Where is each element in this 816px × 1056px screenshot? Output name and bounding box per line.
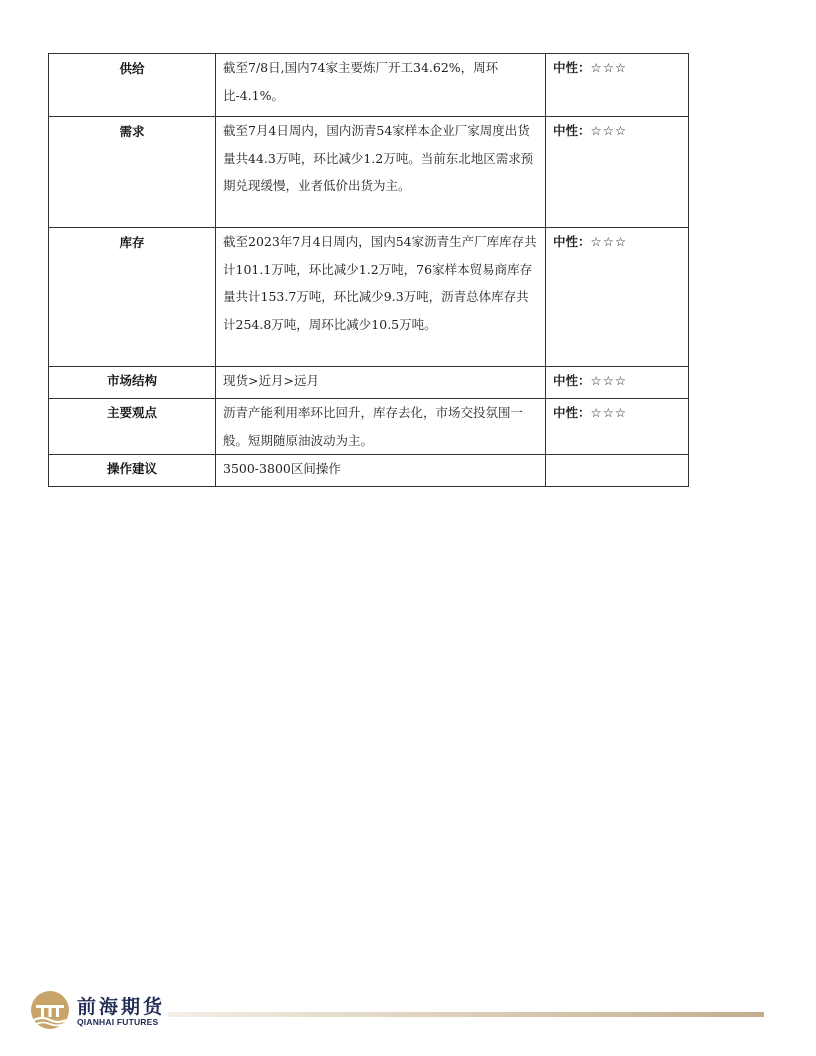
row-rating	[546, 455, 689, 487]
star-rating-icon: ☆☆☆	[590, 60, 628, 75]
brand-name-cn: 前海期货	[77, 996, 166, 1018]
star-rating-icon: ☆☆☆	[590, 234, 628, 249]
footer-divider	[168, 1012, 764, 1017]
star-rating-icon: ☆☆☆	[590, 123, 628, 138]
table-row-market-structure	[49, 367, 689, 399]
row-content: 截至2023年7月4日周内，国内54家沥青生产厂库库存共计101.1万吨，环比减少1.2万吨，76家样本贸易商库存量共计153.7万吨，环比减少9.3万吨，沥青总体库存共计254.8万吨，周环比减少10.5万吨。	[216, 228, 546, 367]
market-analysis-table	[48, 53, 689, 487]
table-row-inventory	[49, 228, 689, 367]
page-footer	[30, 990, 770, 1034]
row-label: 需求	[49, 117, 216, 228]
row-label: 主要观点	[49, 399, 216, 455]
row-content: 3500-3800区间操作	[216, 455, 546, 487]
row-rating	[546, 399, 689, 455]
rating-label: 中性：	[553, 373, 591, 388]
rating-label: 中性：	[553, 234, 591, 249]
row-content: 截至7月4日周内，国内沥青54家样本企业厂家周度出货量共44.3万吨，环比减少1.2万吨。当前东北地区需求预期兑现缓慢，业者低价出货为主。	[216, 117, 546, 228]
row-content: 截至7/8日,国内74家主要炼厂开工34.62%，周环比-4.1%。	[216, 54, 546, 117]
row-rating	[546, 117, 689, 228]
row-content: 沥青产能利用率环比回升，库存去化，市场交投氛围一般。短期随原油波动为主。	[216, 399, 546, 455]
row-rating	[546, 228, 689, 367]
table-row-demand	[49, 117, 689, 228]
brand-name-en: QIANHAI FUTURES	[77, 1017, 159, 1027]
star-rating-icon: ☆☆☆	[590, 373, 628, 388]
table-row-main-view	[49, 399, 689, 455]
rating-label: 中性：	[553, 60, 591, 75]
rating-label: 中性：	[553, 405, 591, 420]
table-row-supply	[49, 54, 689, 117]
table-row-operation-advice	[49, 455, 689, 487]
row-label: 操作建议	[49, 455, 216, 487]
row-content: 现货>近月>远月	[216, 367, 546, 399]
row-label: 市场结构	[49, 367, 216, 399]
row-label: 供给	[49, 54, 216, 117]
star-rating-icon: ☆☆☆	[590, 405, 628, 420]
row-rating	[546, 367, 689, 399]
rating-label: 中性：	[553, 123, 591, 138]
row-label: 库存	[49, 228, 216, 367]
row-rating	[546, 54, 689, 117]
qianhai-logo-icon	[30, 990, 70, 1030]
